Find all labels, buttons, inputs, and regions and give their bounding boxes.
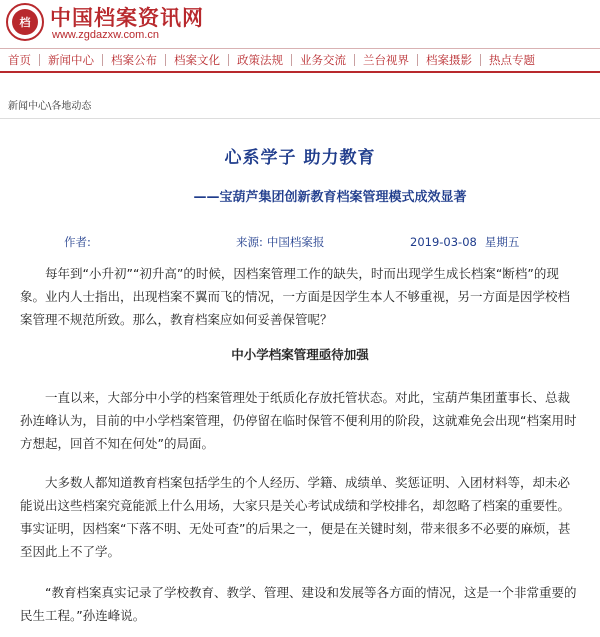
site-name[interactable]: 中国档案资讯网: [50, 5, 204, 30]
logo-mark: 档: [12, 9, 38, 35]
publish-date: 2019-03-08: [410, 235, 477, 249]
breadcrumb-page[interactable]: 各地动态: [51, 101, 92, 112]
site-header: [0, 0, 600, 46]
main-nav: [0, 48, 600, 73]
article-subtitle: ——宝葫芦集团创新教育档案管理模式成效显著: [193, 190, 467, 205]
nav-item-hot-topics[interactable]: 热点专题: [489, 53, 535, 67]
breadcrumb-section[interactable]: 新闻中心: [8, 101, 48, 112]
section-heading: 中小学档案管理亟待加强: [231, 347, 369, 362]
nav-item-lantai-vision[interactable]: 兰台视界: [363, 53, 409, 67]
article-paragraph: 每年到“小升初”“初升高”的时候，因档案管理工作的缺失，时而出现学生成长档案“断档”的现象。业内人士指出，出现档案不翼而飞的情况，一方面是因学生本人不够重视，另一方面是因学校档案管理不规范所致。那么，教育档案应如何妥善保管呢？: [20, 266, 571, 327]
breadcrumb-separator: \: [48, 101, 52, 112]
source-line: [236, 234, 324, 250]
source-label: 来源:: [236, 235, 263, 249]
nav-item-exchange[interactable]: 业务交流: [300, 53, 346, 67]
article-paragraph: 大多数人都知道教育档案包括学生的个人经历、学籍、成绩单、奖惩证明、入团材料等，却未必能说出这些档案究竟能派上什么用场，大家只是关心考试成绩和学校排名，却忽略了档案的重要性。事实证明，因档案“下落不明、无处可查”的后果之一，便是在关键时刻，带来很多不必要的麻烦，甚至因此上不了学。: [20, 475, 571, 559]
nav-item-policy[interactable]: 政策法规: [237, 53, 283, 67]
article-paragraph: 一直以来，大部分中小学的档案管理处于纸质化存放托管状态。对此，宝葫芦集团董事长、总裁孙连峰认为，目前的中小学档案管理，仍停留在临时保管不便利用的阶段，这就难免会出现“档案用时方想起，回首不知在何处”的局面。: [20, 390, 577, 451]
nav-item-photography[interactable]: 档案摄影: [426, 53, 472, 67]
site-logo-icon[interactable]: [6, 3, 44, 41]
site-url: www.zgdazxw.com.cn: [52, 29, 159, 41]
author-label: 作者:: [64, 235, 91, 249]
nav-item-home[interactable]: 首页: [8, 53, 31, 67]
nav-item-news-center[interactable]: 新闻中心: [48, 53, 94, 67]
article-body: [0, 262, 600, 627]
breadcrumb: [8, 97, 91, 112]
publish-date-line: [410, 234, 519, 250]
divider: [0, 118, 600, 119]
article-title: 心系学子 助力教育: [224, 148, 376, 168]
nav-item-archive-culture[interactable]: 档案文化: [174, 53, 220, 67]
publish-weekday: 星期五: [484, 235, 520, 249]
source-value: 中国档案报: [266, 235, 325, 249]
article-paragraph: “教育档案真实记录了学校教育、教学、管理、建设和发展等各方面的情况，这是一个非常重要的民生工程。”孙连峰说。: [20, 585, 577, 623]
nav-item-archive-release[interactable]: 档案公布: [111, 53, 157, 67]
